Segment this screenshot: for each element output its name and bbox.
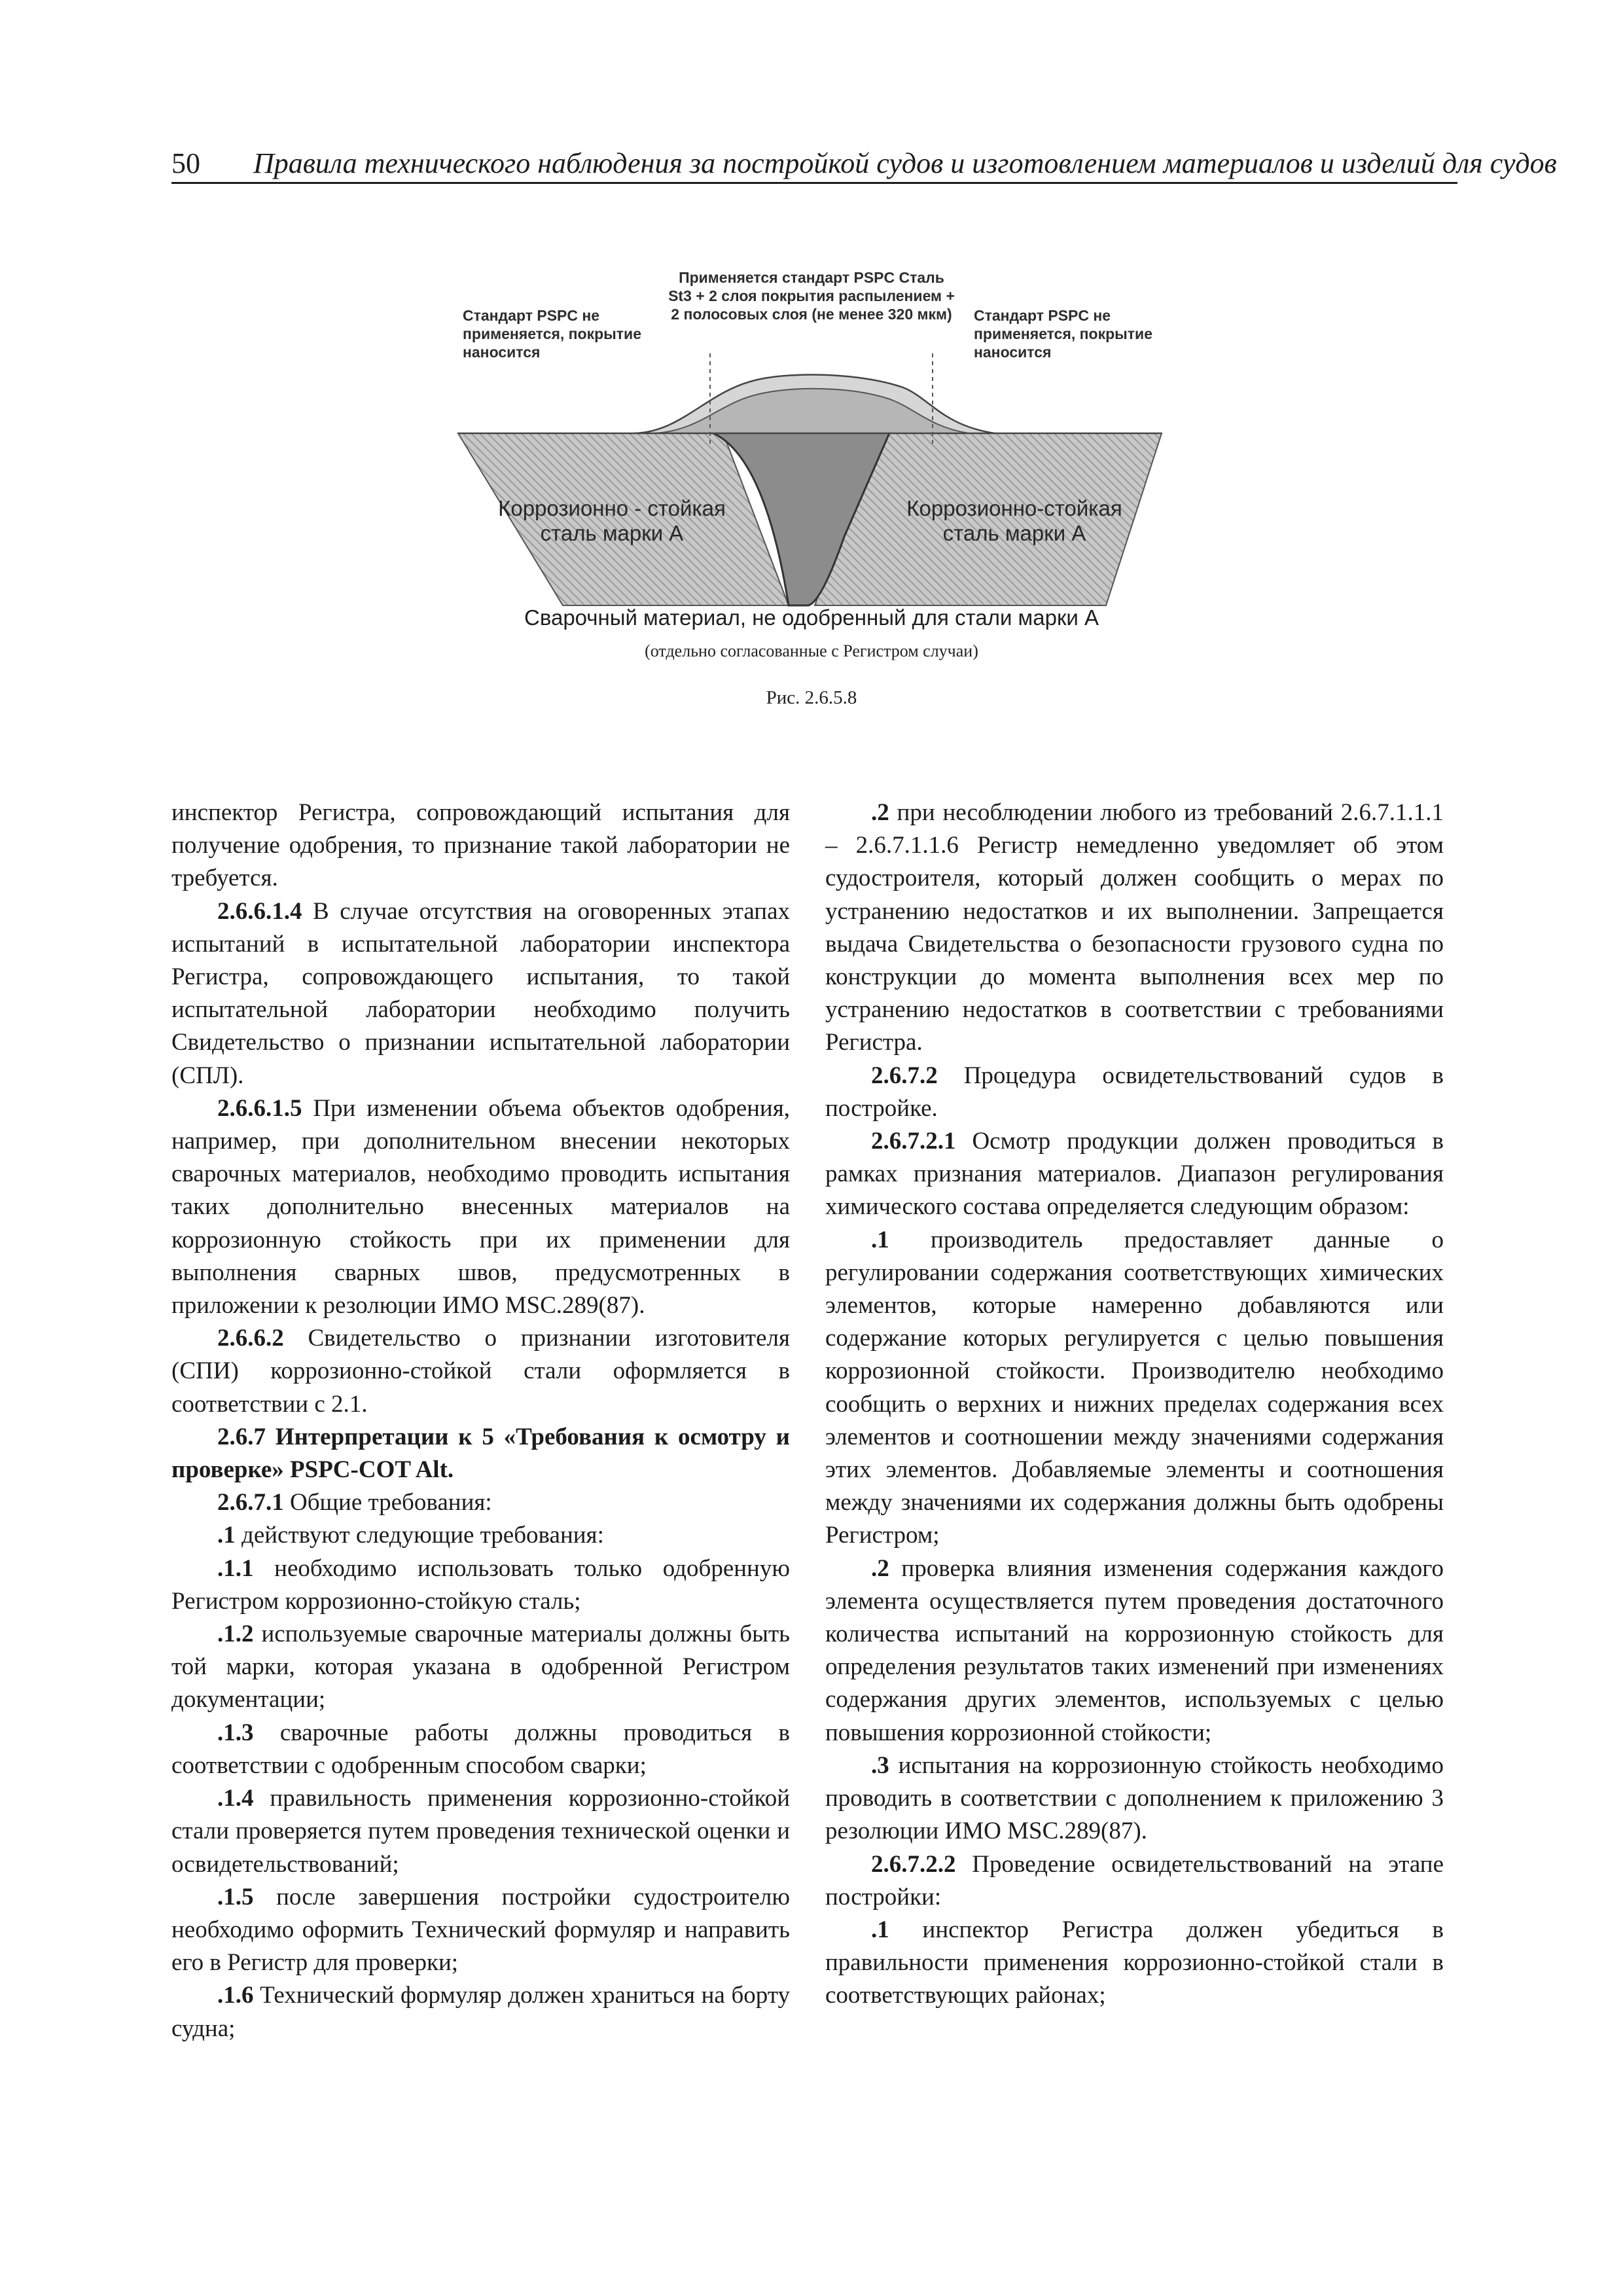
page-header: [171, 145, 1557, 184]
clause-number: .1.3: [217, 1719, 254, 1746]
clause-number: .1.5: [217, 1883, 254, 1910]
clause-number: 2.6.6.1.4: [217, 897, 302, 925]
paragraph: [825, 1125, 1444, 1224]
clause-number: 2.6.7.2: [871, 1062, 938, 1089]
paragraph: [171, 1782, 790, 1881]
clause-number: .1.6: [217, 1982, 254, 2009]
paragraph: [825, 1552, 1444, 1749]
clause-number: .2: [871, 799, 889, 826]
paragraph: [171, 895, 790, 1092]
label-left: Стандарт PSPC не применяется, покрытие наносится: [463, 307, 641, 361]
weld-subnote: (отдельно согласованные с Регистром случаи): [645, 641, 978, 660]
paragraph: [825, 1060, 1444, 1125]
paragraph: [825, 1848, 1444, 1914]
weld-figure: [0, 196, 1623, 759]
clause-number: .1: [871, 1226, 889, 1253]
paragraph-text: необходимо использовать только одобренную Регистром коррозионно-стойкую сталь;: [171, 1554, 790, 1615]
clause-number: .3: [871, 1751, 889, 1779]
paragraph-text: используемые сварочные материалы должны быть той марки, которая указана в одобренной Регистром документации;: [171, 1621, 790, 1713]
paragraph-text: Осмотр продукции должен проводиться в рамках признания материалов. Диапазон регулирования химического состава определяется следующим образом:: [825, 1128, 1444, 1221]
paragraph: [171, 1881, 790, 1980]
paragraph-text: правильность применения коррозионно-стойкой стали проверяется путем проведения технической оценки и освидетельствований;: [171, 1785, 790, 1878]
paragraph: [171, 1552, 790, 1618]
paragraph-text: испытания на коррозионную стойкость необходимо проводить в соответствии с дополнением к приложению 3 резолюции ИМО MSC.289(87).: [825, 1751, 1444, 1845]
clause-number: .1: [217, 1522, 236, 1549]
clause-number: .1.1: [217, 1554, 254, 1582]
paragraph-text: при несоблюдении любого из требований 2.6.7.1.1.1 – 2.6.7.1.1.6 Регистр немедленно уведомляет об этом судостроителя, который должен сообщить о мерах по устранению недостатков и их выполнении. Запрещается выдача Свидетельства о безопасности грузового судна по конструкции до момента выполнения всех мер по устранению недостатков в соответствии с требованиями Регистра.: [825, 799, 1444, 1056]
label-center: Применяется стандарт PSPC Сталь St3 + 2 слоя покрытия распылением + 2 полосовых слоя (не менее 320 мкм): [668, 269, 955, 323]
running-title: Правила технического наблюдения за постройкой судов и изготовлением материалов и изделий для судов: [253, 147, 1557, 179]
paragraph: [825, 1749, 1444, 1848]
paragraph-text: действуют следующие требования:: [235, 1522, 604, 1549]
clause-number: .1.2: [217, 1621, 254, 1648]
clause-number: 2.6.7.1: [217, 1489, 284, 1516]
paragraph-text: после завершения постройки судостроителю необходимо оформить Технический формуляр и направить его в Регистр для проверки;: [171, 1883, 790, 1977]
paragraph-text: В случае отсутствия на оговоренных этапах испытаний в испытательной лаборатории инспектора Регистра, сопровождающего испытания, то такой испытательной лаборатории необходимо получить Свидетельство о признании испытательной лаборатории (СПЛ).: [171, 897, 790, 1089]
label-right: Стандарт PSPC не применяется, покрытие наносится: [974, 307, 1152, 361]
paragraph-text: производитель предоставляет данные о регулировании содержания соответствующих химических элементов, которые намеренно добавляются или содержание которых регулируется с целью повышения коррозионной стойкости. Производителю необходимо сообщить о верхних и нижних пределах содержания всех элементов и соотношении между значениями содержания этих элементов. Добавляемые элементы и соотношения между значениями их содержания должны быть одобрены Регистром;: [825, 1226, 1444, 1549]
clause-number: 2.6.6.2: [217, 1325, 284, 1352]
clause-number: 2.6.7.2.1: [871, 1128, 956, 1155]
section-title: 2.6.7 Интерпретации к 5 «Требования к осмотру и проверке» PSPC-COT Alt.: [171, 1423, 790, 1484]
paragraph-text: Проведение освидетельствований на этапе постройки:: [825, 1850, 1444, 1910]
paragraph: [171, 1519, 790, 1552]
weld-note: Сварочный материал, не одобренный для стали марки А: [524, 605, 1099, 630]
paragraph: [171, 1092, 790, 1322]
paragraph-text: проверка влияния изменения содержания каждого элемента осуществляется путем проведения достаточного количества испытаний на коррозионную стойкость для определения результатов таких изменений при изменениях содержания других элементов, используемых с целью повышения коррозионной стойкости;: [825, 1554, 1444, 1746]
paragraph-text: Технический формуляр должен храниться на борту судна;: [171, 1982, 790, 2042]
paragraph-text: сварочные работы должны проводиться в соответствии с одобренным способом сварки;: [171, 1719, 790, 1779]
paragraph: [171, 1717, 790, 1782]
clause-number: 2.6.6.1.5: [217, 1094, 302, 1122]
material-right: Коррозионно-стойкая сталь марки А: [906, 496, 1122, 545]
paragraph: [171, 1486, 790, 1519]
right-column: [825, 797, 1444, 2013]
paragraph-text: инспектор Регистра, сопровождающий испытания для получение одобрения, то признание такой лаборатории не требуется.: [171, 799, 790, 892]
clause-number: .2: [871, 1554, 889, 1582]
paragraph-text: Свидетельство о признании изготовителя (СПИ) коррозионно-стойкой стали оформляется в соответствии с 2.1.: [171, 1325, 790, 1418]
paragraph-text: При изменении объема объектов одобрения, например, при дополнительном внесении некоторых сварочных материалов, необходимо проводить испытания таких дополнительно внесенных материалов на коррозионную стойкость при их применении для выполнения сварных швов, предусмотренных в приложении к резолюции ИМО MSC.289(87).: [171, 1094, 790, 1319]
paragraph: [171, 1979, 790, 2045]
left-column: [171, 797, 790, 2045]
clause-number: .1: [871, 1916, 889, 1943]
paragraph: [171, 1322, 790, 1421]
paragraph: [825, 797, 1444, 1060]
clause-number: .1.4: [217, 1785, 254, 1812]
paragraph-text: Процедура освидетельствований судов в постройке.: [825, 1062, 1444, 1122]
clause-number: 2.6.7.2.2: [871, 1850, 956, 1878]
paragraph-text: инспектор Регистра должен убедиться в правильности применения коррозионно-стойкой стали в соответствующих районах;: [825, 1916, 1444, 2009]
material-left: Коррозионно - стойкая сталь марки А: [498, 496, 726, 545]
paragraph: [171, 797, 790, 895]
paragraph: [825, 1914, 1444, 2013]
paragraph-text: Общие требования:: [283, 1489, 492, 1516]
paragraph: [171, 1618, 790, 1717]
figure-caption: Рис. 2.6.5.8: [766, 687, 857, 708]
page-number: 50: [171, 147, 200, 179]
paragraph: [825, 1224, 1444, 1552]
